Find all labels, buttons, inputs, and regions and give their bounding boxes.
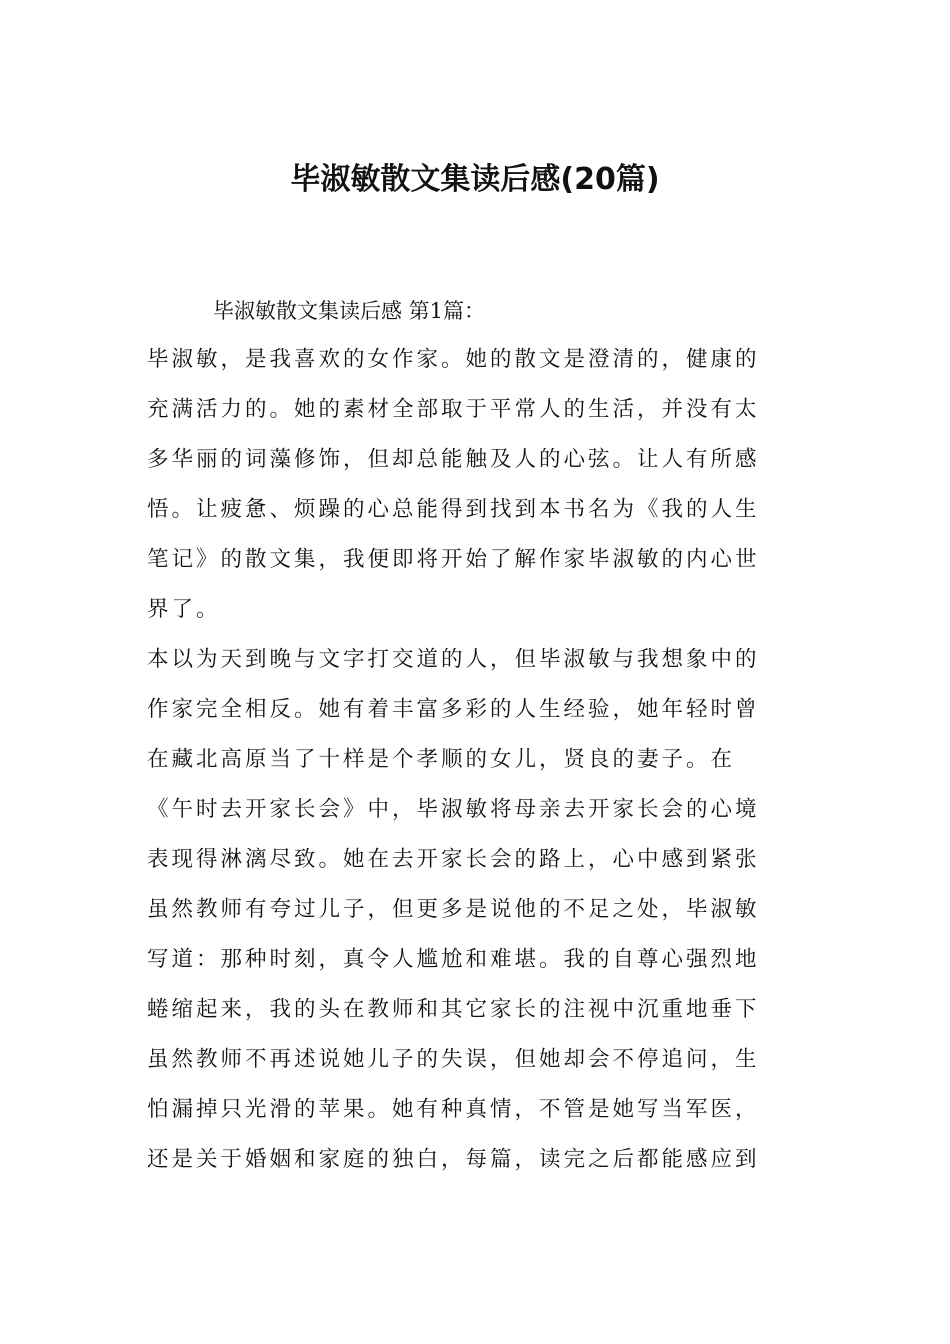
text-line: 充满活力的。她的素材全部取于平常人的生活，并没有太 bbox=[147, 397, 760, 422]
text-line: 蜷缩起来，我的头在教师和其它家长的注视中沉重地垂下 bbox=[147, 997, 760, 1022]
text-line: 《午时去开家长会》中，毕淑敏将母亲去开家长会的心境 bbox=[147, 797, 760, 822]
text-line: 作家完全相反。她有着丰富多彩的人生经验，她年轻时曾 bbox=[147, 697, 760, 722]
text-line: 虽然教师不再述说她儿子的失误，但她却会不停追问，生 bbox=[147, 1047, 760, 1072]
document-title: 毕淑敏散文集读后感(20篇) bbox=[290, 162, 660, 197]
text-line: 笔记》的散文集，我便即将开始了解作家毕淑敏的内心世 bbox=[147, 547, 760, 572]
text-line: 表现得淋漓尽致。她在去开家长会的路上，心中感到紧张 bbox=[147, 847, 760, 872]
text-line: 多华丽的词藻修饰，但却总能触及人的心弦。让人有所感 bbox=[147, 447, 760, 472]
text-line: 毕淑敏，是我喜欢的女作家。她的散文是澄清的，健康的 bbox=[147, 347, 760, 372]
text-line: 本以为天到晚与文字打交道的人，但毕淑敏与我想象中的 bbox=[147, 647, 760, 672]
body-text bbox=[147, 340, 815, 1190]
text-line: 悟。让疲惫、烦躁的心总能得到找到本书名为《我的人生 bbox=[147, 497, 760, 522]
text-line: 还是关于婚姻和家庭的独白，每篇，读完之后都能感应到 bbox=[147, 1147, 760, 1172]
text-line: 在藏北高原当了十样是个孝顺的女儿，贤良的妻子。在 bbox=[147, 747, 736, 772]
section-heading: 毕淑敏散文集读后感 第1篇： bbox=[213, 299, 486, 323]
text-line: 怕漏掉只光滑的苹果。她有种真情，不管是她写当军医， bbox=[147, 1097, 760, 1122]
text-line: 写道：那种时刻，真令人尴尬和难堪。我的自尊心强烈地 bbox=[147, 947, 760, 972]
text-line: 界了。 bbox=[147, 597, 221, 622]
text-line: 虽然教师有夸过儿子，但更多是说他的不足之处，毕淑敏 bbox=[147, 897, 760, 922]
